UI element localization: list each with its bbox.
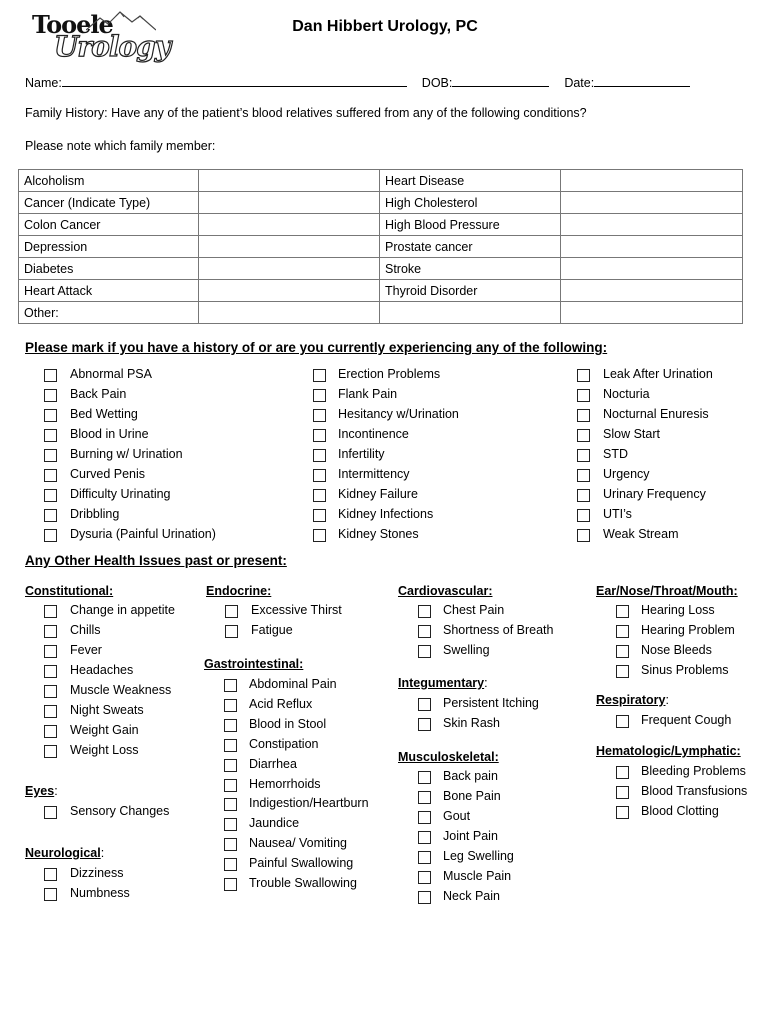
musculoskeletal-section-title	[398, 750, 499, 764]
checkbox[interactable]	[577, 529, 590, 542]
checkbox-label: Slow Start	[603, 427, 660, 441]
condition-label: Heart Attack	[19, 280, 199, 302]
checkbox[interactable]	[616, 665, 629, 678]
checkbox-label: Dribbling	[70, 507, 120, 521]
checkbox[interactable]	[224, 719, 237, 732]
dob-field[interactable]	[452, 74, 549, 87]
gastrointestinal-section-title	[204, 657, 303, 671]
checkbox[interactable]	[577, 489, 590, 502]
checkbox[interactable]	[224, 818, 237, 831]
checkbox[interactable]	[224, 779, 237, 792]
checkbox[interactable]	[418, 625, 431, 638]
family-member-field[interactable]	[561, 214, 743, 236]
checkbox[interactable]	[44, 888, 57, 901]
checkbox-label: Nocturnal Enuresis	[603, 407, 709, 421]
checkbox-label: Frequent Cough	[641, 713, 732, 727]
checkbox-label: Curved Penis	[70, 467, 146, 481]
checkbox[interactable]	[44, 369, 57, 382]
checkbox-label: Fatigue	[251, 623, 293, 637]
checkbox-label: Blood in Stool	[249, 716, 327, 731]
checkbox[interactable]	[44, 868, 57, 881]
checkbox-label: Nausea/ Vomiting	[249, 836, 347, 851]
condition-label: Alcoholism	[19, 170, 199, 192]
checkbox[interactable]	[44, 449, 57, 462]
checkbox-label: Change in appetite	[70, 603, 175, 617]
checkbox[interactable]	[577, 409, 590, 422]
date-field[interactable]	[594, 74, 690, 87]
family-table-row	[19, 280, 743, 302]
checkbox[interactable]	[44, 625, 57, 638]
hematologic-section-title	[596, 744, 741, 758]
family-member-field[interactable]	[199, 280, 380, 302]
checkbox-label: Hearing Loss	[641, 603, 715, 617]
checkbox-label: Burning w/ Urination	[70, 447, 183, 461]
other-issues-heading: Any Other Health Issues past or present:	[25, 553, 287, 568]
checkbox-label: Night Sweats	[70, 703, 144, 717]
checkbox-label: Weight Loss	[70, 743, 139, 757]
checkbox[interactable]	[418, 831, 431, 844]
integumentary-title-text: Integumentary	[398, 676, 485, 690]
checkbox-label: Flank Pain	[338, 387, 398, 401]
checkbox-label: Nose Bleeds	[641, 643, 712, 657]
constitutional-title-text: Constitutional:	[25, 584, 114, 598]
checkbox-label: Bone Pain	[443, 789, 501, 803]
checkbox-label: Muscle Weakness	[70, 683, 172, 697]
family-table-row	[19, 192, 743, 214]
checkbox[interactable]	[313, 469, 326, 482]
endocrine-section-title	[206, 584, 271, 598]
checkbox[interactable]	[44, 806, 57, 819]
checkbox-label: Infertility	[338, 447, 385, 461]
checkbox[interactable]	[616, 645, 629, 658]
checkbox-label: Abnormal PSA	[70, 367, 152, 381]
checkbox[interactable]	[577, 509, 590, 522]
checkbox-label: Neck Pain	[443, 889, 500, 903]
checkbox[interactable]	[313, 449, 326, 462]
respiratory-section-title	[596, 693, 669, 707]
checkbox-label: Weak Stream	[603, 527, 679, 541]
checkbox[interactable]	[224, 838, 237, 851]
checkbox[interactable]	[418, 698, 431, 711]
checkbox-label: Shortness of Breath	[443, 623, 554, 637]
checkbox[interactable]	[44, 389, 57, 402]
checkbox-label: Joint Pain	[443, 829, 498, 843]
checkbox-label: Gout	[443, 809, 471, 823]
checkbox[interactable]	[44, 705, 57, 718]
family-history-table	[18, 169, 743, 324]
checkbox-label: Diarrhea	[249, 756, 297, 771]
checkbox-label: Weight Gain	[70, 723, 139, 737]
checkbox[interactable]	[224, 878, 237, 891]
checkbox-label: Sensory Changes	[70, 804, 170, 818]
checkbox[interactable]	[616, 715, 629, 728]
page-title: Dan Hibbert Urology, PC	[292, 18, 478, 35]
checkbox-label: Hearing Problem	[641, 623, 735, 637]
family-table-row	[19, 214, 743, 236]
checkbox[interactable]	[44, 429, 57, 442]
checkbox[interactable]	[418, 791, 431, 804]
checkbox[interactable]	[616, 786, 629, 799]
gastrointestinal-title-text: Gastrointestinal:	[204, 657, 304, 671]
checkbox[interactable]	[418, 645, 431, 658]
condition-label: Colon Cancer	[19, 214, 199, 236]
condition-label: Prostate cancer	[380, 236, 561, 258]
checkbox[interactable]	[225, 625, 238, 638]
logo-line-1: Tooele	[32, 10, 113, 39]
family-table-row	[19, 258, 743, 280]
condition-label	[380, 302, 561, 324]
condition-label: Depression	[19, 236, 199, 258]
family-member-field[interactable]	[199, 170, 380, 192]
checkbox-label: Jaundice	[249, 816, 300, 831]
checkbox[interactable]	[225, 605, 238, 618]
condition-label: Stroke	[380, 258, 561, 280]
checkbox[interactable]	[616, 625, 629, 638]
family-member-field[interactable]	[199, 236, 380, 258]
checkbox-label: Leak After Urination	[603, 367, 713, 381]
dob-label: DOB:	[421, 76, 453, 90]
family-member-field[interactable]	[199, 302, 380, 324]
checkbox-label: Headaches	[70, 663, 134, 677]
checkbox[interactable]	[313, 529, 326, 542]
checkbox-label: Trouble Swallowing	[249, 876, 357, 890]
logo-line-2: Urology	[54, 30, 171, 63]
checkbox-label: Numbness	[70, 886, 130, 900]
checkbox-label: Skin Rash	[443, 716, 500, 730]
checkbox[interactable]	[577, 449, 590, 462]
checkbox-label: Abdominal Pain	[249, 677, 337, 691]
checkbox[interactable]	[44, 409, 57, 422]
checkbox[interactable]	[577, 469, 590, 482]
checkbox[interactable]	[224, 798, 237, 811]
checkbox[interactable]	[418, 851, 431, 864]
condition-label: High Blood Pressure	[380, 214, 561, 236]
family-member-field[interactable]	[561, 236, 743, 258]
eyes-section-title	[25, 784, 58, 798]
checkbox[interactable]	[616, 766, 629, 779]
checkbox-label: Constipation	[249, 736, 319, 751]
neurological-title-suffix: :	[100, 846, 105, 860]
checkbox-label: Blood Transfusions	[641, 784, 748, 798]
checkbox[interactable]	[418, 891, 431, 904]
eyes-title-suffix: :	[54, 784, 58, 798]
condition-label: Other:	[19, 302, 199, 324]
checkbox[interactable]	[44, 725, 57, 738]
checkbox[interactable]	[616, 806, 629, 819]
family-member-note: Please note which family member:	[25, 139, 216, 153]
checkbox-label: Back Pain	[70, 387, 127, 401]
checkbox[interactable]	[313, 429, 326, 442]
checkbox-label: Kidney Infections	[338, 507, 434, 521]
checkbox-label: Dysuria (Painful Urination)	[70, 527, 216, 541]
family-table-row	[19, 236, 743, 258]
checkbox[interactable]	[418, 718, 431, 731]
checkbox-label: Kidney Stones	[338, 527, 419, 541]
checkbox[interactable]	[616, 605, 629, 618]
checkbox[interactable]	[44, 469, 57, 482]
checkbox-label: Muscle Pain	[443, 869, 512, 883]
family-history-question: Family History: Have any of the patient’s blood relatives suffered from any of the following conditions?	[25, 106, 587, 120]
checkbox-label: Nocturia	[603, 387, 650, 401]
checkbox-label: Blood in Urine	[70, 427, 149, 441]
checkbox-label: Chills	[70, 623, 101, 637]
family-member-field[interactable]	[561, 258, 743, 280]
hematologic-title-text: Hematologic/Lymphatic:	[596, 744, 741, 758]
checkbox-label: Persistent Itching	[443, 696, 539, 710]
checkbox[interactable]	[224, 679, 237, 692]
checkbox[interactable]	[44, 745, 57, 758]
family-member-field[interactable]	[561, 302, 743, 324]
checkbox-label: Dizziness	[70, 866, 124, 880]
checkbox[interactable]	[44, 685, 57, 698]
checkbox[interactable]	[224, 699, 237, 712]
checkbox[interactable]	[224, 858, 237, 871]
checkbox-label: Excessive Thirst	[251, 603, 342, 617]
checkbox[interactable]	[44, 509, 57, 522]
checkbox[interactable]	[44, 529, 57, 542]
checkbox[interactable]	[577, 429, 590, 442]
checkbox[interactable]	[418, 605, 431, 618]
condition-label: High Cholesterol	[380, 192, 561, 214]
checkbox-label: Leg Swelling	[443, 849, 514, 863]
checkbox-label: STD	[603, 447, 628, 461]
checkbox[interactable]	[313, 409, 326, 422]
musculoskeletal-title-text: Musculoskeletal:	[398, 750, 499, 764]
checkbox-label: Hemorrhoids	[249, 776, 321, 791]
checkbox-label: Erection Problems	[338, 367, 441, 381]
checkbox-label: Urinary Frequency	[603, 487, 706, 501]
family-table-row	[19, 302, 743, 324]
checkbox-label: Swelling	[443, 643, 490, 657]
checkbox[interactable]	[44, 665, 57, 678]
cardiovascular-section-title	[398, 584, 492, 598]
checkbox-label: Painful Swallowing	[249, 856, 354, 871]
respiratory-title-suffix: :	[665, 693, 669, 707]
ent-title-text: Ear/Nose/Throat/Mouth:	[596, 584, 738, 598]
checkbox[interactable]	[44, 645, 57, 658]
checkbox[interactable]	[418, 871, 431, 884]
checkbox-label: Urgency	[603, 467, 650, 481]
checkbox-label: Difficulty Urinating	[70, 487, 171, 501]
endocrine-title-text: Endocrine:	[206, 584, 272, 598]
neurological-title-text: Neurological	[25, 846, 101, 860]
checkbox-label: Blood Clotting	[641, 804, 719, 818]
family-member-field[interactable]	[561, 170, 743, 192]
checkbox-label: Sinus Problems	[641, 663, 729, 677]
checkbox[interactable]	[44, 605, 57, 618]
checkbox-label: Acid Reflux	[249, 696, 313, 711]
checkbox-label: Chest Pain	[443, 603, 505, 617]
checkbox[interactable]	[418, 811, 431, 824]
checkbox-label: Hesitancy w/Urination	[338, 407, 459, 421]
checkbox[interactable]	[313, 389, 326, 402]
family-member-field[interactable]	[561, 280, 743, 302]
checkbox[interactable]	[313, 509, 326, 522]
checkbox-label: Back pain	[443, 769, 498, 783]
checkbox[interactable]	[313, 369, 326, 382]
condition-label: Heart Disease	[380, 170, 561, 192]
integumentary-section-title	[398, 676, 488, 690]
checkbox[interactable]	[224, 759, 237, 772]
cardiovascular-title-text: Cardiovascular:	[398, 584, 493, 598]
neurological-section-title	[25, 846, 104, 860]
checkbox-label: Indigestion/Heartburn	[249, 796, 369, 811]
checkbox-label: Bleeding Problems	[641, 764, 746, 778]
checkbox[interactable]	[224, 739, 237, 752]
family-member-field[interactable]	[199, 214, 380, 236]
checkbox-label: Kidney Failure	[338, 487, 418, 501]
checkbox[interactable]	[577, 369, 590, 382]
family-member-field[interactable]	[561, 192, 743, 214]
checkbox-label: Incontinence	[338, 427, 409, 441]
checkbox[interactable]	[44, 489, 57, 502]
constitutional-section-title	[25, 584, 113, 598]
family-table-row	[19, 170, 743, 192]
family-member-field[interactable]	[199, 192, 380, 214]
name-field[interactable]	[62, 74, 407, 87]
checkbox[interactable]	[418, 771, 431, 784]
eyes-title-text: Eyes	[25, 784, 55, 798]
checkbox-label: UTI’s	[603, 507, 632, 521]
ent-section-title	[596, 584, 738, 598]
condition-label: Cancer (Indicate Type)	[19, 192, 199, 214]
checkbox-label: Bed Wetting	[70, 407, 138, 421]
history-heading: Please mark if you have a history of or are you currently experiencing any of the following:	[25, 340, 608, 355]
checkbox-label: Intermittency	[338, 467, 410, 481]
date-label: Date:	[564, 76, 595, 90]
checkbox-label: Fever	[70, 643, 102, 657]
condition-label: Diabetes	[19, 258, 199, 280]
patient-info-line	[25, 74, 690, 90]
name-label: Name:	[25, 76, 62, 90]
family-member-field[interactable]	[199, 258, 380, 280]
integumentary-title-suffix: :	[484, 676, 488, 690]
checkbox[interactable]	[313, 489, 326, 502]
condition-label: Thyroid Disorder	[380, 280, 561, 302]
checkbox[interactable]	[577, 389, 590, 402]
respiratory-title-text: Respiratory	[596, 693, 666, 707]
